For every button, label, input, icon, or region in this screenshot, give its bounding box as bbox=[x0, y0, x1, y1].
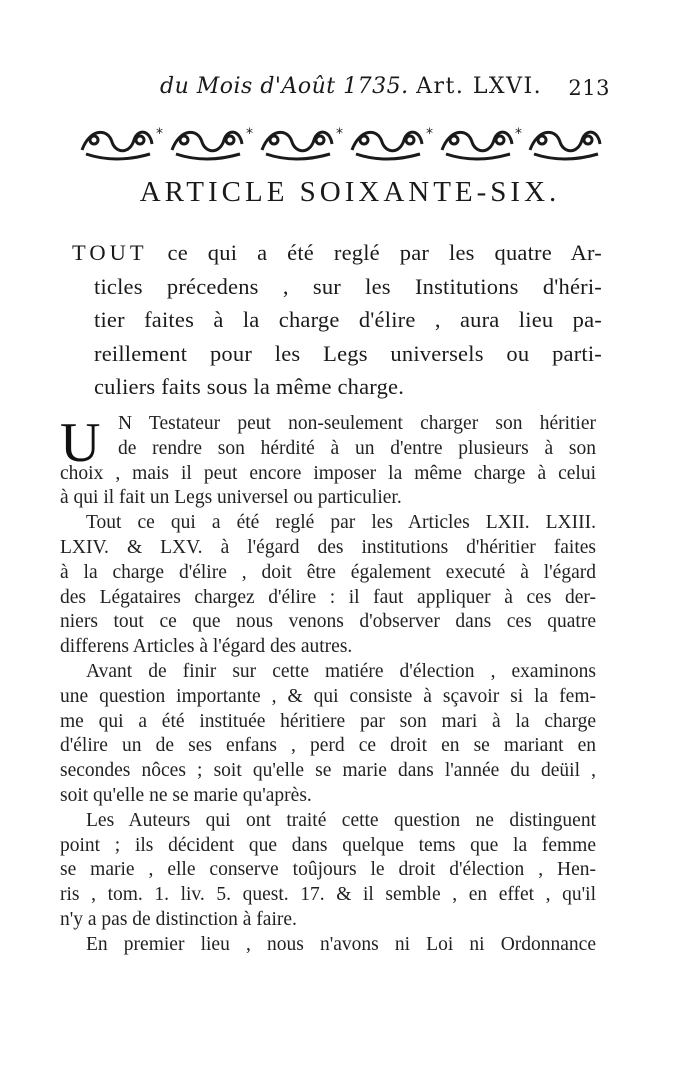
summary-line: ticles précedens , sur les Institutions d'héri- bbox=[94, 273, 602, 299]
body-line: à la charge d'élire , doit être également executé à l'égard bbox=[60, 561, 596, 583]
ornament-star: * bbox=[426, 126, 433, 142]
summary-line-text: ce qui a été reglé par les quatre Ar- bbox=[167, 240, 602, 265]
running-title-text: du Mois d'Août 1735. bbox=[160, 74, 409, 99]
body-line: me qui a été instituée héritiere par son mari à la charge bbox=[60, 710, 596, 732]
article-summary bbox=[72, 236, 602, 404]
ornament-scroll bbox=[530, 132, 600, 159]
body-line: n'y a pas de distinction à faire. bbox=[60, 908, 297, 930]
ornament-scroll bbox=[262, 132, 332, 159]
article-body bbox=[60, 412, 596, 958]
body-line: N Testateur peut non-seulement charger son héritier bbox=[118, 413, 596, 434]
summary-line: reillement pour les Legs universels ou parti- bbox=[94, 340, 602, 366]
running-title bbox=[160, 74, 542, 99]
summary-line bbox=[72, 236, 602, 270]
ornament-scroll bbox=[172, 132, 242, 159]
ornament-band bbox=[70, 116, 610, 164]
body-line: ris , tom. 1. liv. 5. quest. 17. & il semble , en effet , qu'il bbox=[60, 884, 596, 906]
body-line: Tout ce qui a été reglé par les Articles LXII. LXIII. bbox=[86, 512, 596, 534]
drop-cap: U bbox=[60, 412, 101, 474]
body-line: des Légataires chargez d'élire : il faut appliquer à ces der- bbox=[60, 586, 596, 608]
ornament-scroll bbox=[352, 132, 422, 159]
running-header bbox=[150, 74, 610, 106]
running-title-article: Art. LXVI. bbox=[416, 74, 543, 99]
body-line: secondes nôces ; soit qu'elle se marie dans l'année du deüil , bbox=[60, 760, 596, 782]
summary-line: culiers faits sous la même charge. bbox=[94, 374, 405, 399]
page-number: 213 bbox=[568, 76, 610, 100]
ornament-star: * bbox=[515, 126, 522, 142]
summary-line: tier faites à la charge d'élire , aura lieu pa- bbox=[94, 307, 602, 332]
body-line: de rendre son hérdité à un d'entre plusieurs à son bbox=[118, 437, 596, 459]
ornament-scroll bbox=[82, 132, 152, 159]
body-line: En premier lieu , nous n'avons ni Loi ni Ordonnance bbox=[86, 933, 596, 955]
body-line: Les Auteurs qui ont traité cette question ne distinguent bbox=[86, 809, 596, 831]
body-line: LXIV. & LXV. à l'égard des institutions d'héritier faites bbox=[60, 536, 596, 558]
ornament-star: * bbox=[156, 126, 163, 142]
article-title: ARTICLE SOIXANTE-SIX. bbox=[139, 176, 561, 208]
body-line: choix , mais il peut encore imposer la même charge à celui bbox=[60, 462, 596, 484]
body-line: niers tout ce que nous venons d'observer dans ces quatre bbox=[60, 611, 596, 633]
body-line: Avant de finir sur cette matiére d'élection , examinons bbox=[86, 660, 596, 682]
body-line: point ; ils décident que dans quelque tems que la femme bbox=[60, 834, 596, 856]
body-line: d'élire un de ses enfans , perd ce droit en se mariant en bbox=[60, 735, 596, 757]
body-line: differens Articles à l'égard des autres. bbox=[60, 636, 353, 658]
body-line: une question importante , & qui consiste à sçavoir si la fem- bbox=[60, 685, 596, 707]
body-line: se marie , elle conserve toûjours le droit d'élection , Hen- bbox=[60, 859, 596, 881]
body-line: soit qu'elle ne se marie qu'après. bbox=[60, 784, 312, 806]
body-line: à qui il fait un Legs universel ou particulier. bbox=[60, 487, 402, 509]
ornament-scroll bbox=[442, 132, 512, 159]
ornament-star: * bbox=[246, 126, 253, 142]
ornament-star: * bbox=[336, 126, 343, 142]
summary-lead-word: TOUT bbox=[72, 240, 148, 265]
